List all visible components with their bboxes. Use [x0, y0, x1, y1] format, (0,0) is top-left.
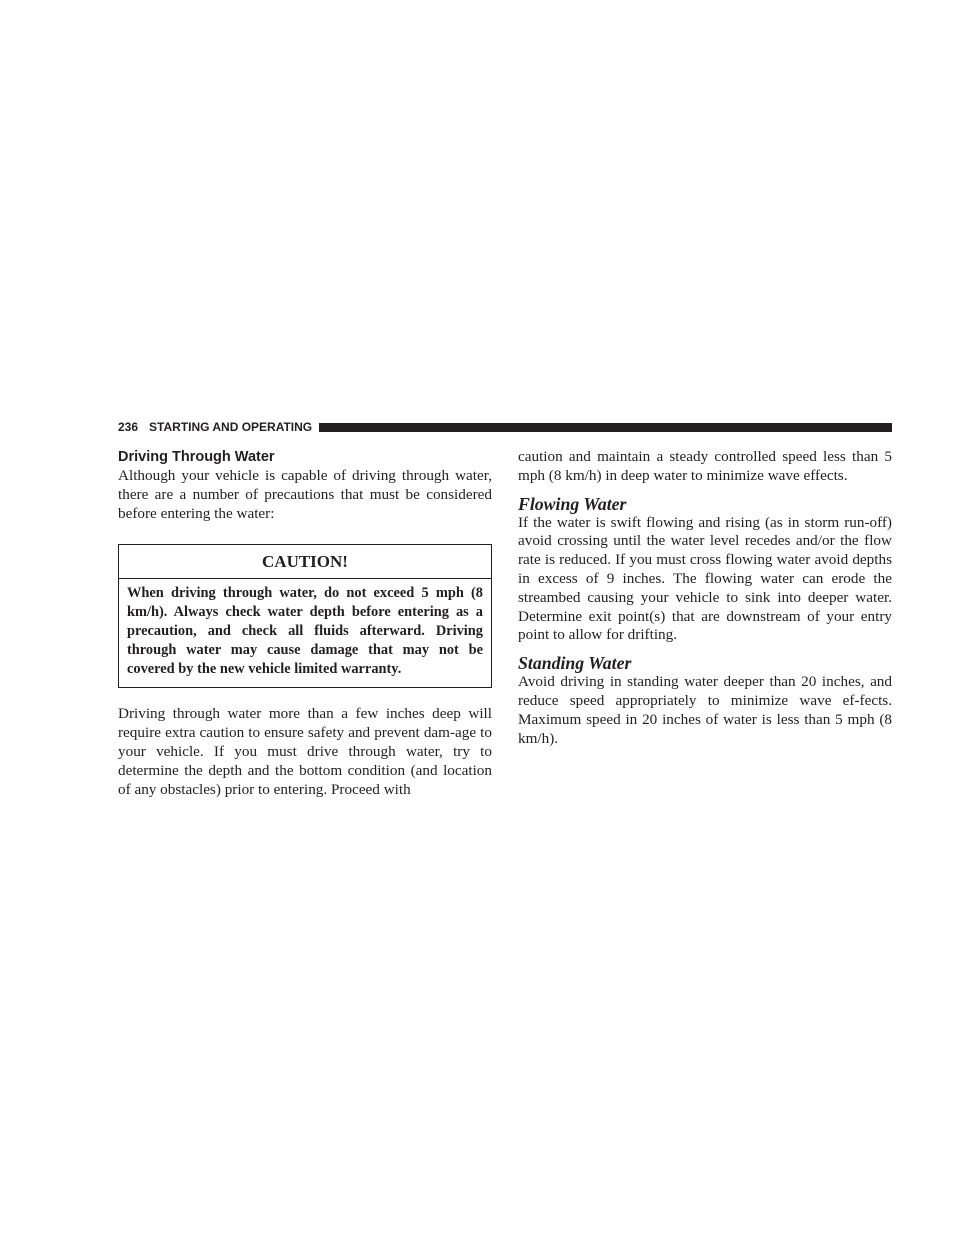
standing-water-paragraph: Avoid driving in standing water deeper than 20 inches, and reduce speed appropriately to minimize wave ef-fects. Maximum speed in 20 inches of water is less than 5 mph (8 km/h). — [518, 673, 892, 747]
body-paragraph: Driving through water more than a few inches deep will require extra caution to ensure safety and prevent dam-age to your vehicle. If you must drive through water, try to determine the depth and the bottom condition (and location of any obstacles) prior to entering. Proceed with — [118, 705, 492, 798]
continuation-paragraph: caution and maintain a steady controlled speed less than 5 mph (8 km/h) in deep water to minimize wave effects. — [518, 448, 892, 484]
flowing-water-paragraph: If the water is swift flowing and rising (as in storm run-off) avoid crossing until the water level recedes and/or the flow rate is reduced. If you must cross flowing water avoid depths in excess of 9 inches. The flowing water can erode the streambed causing your vehicle to sink into deeper water. Determine exit point(s) that are downstream of your entry point to allow for drifting. — [518, 513, 892, 644]
caution-box — [118, 544, 492, 688]
right-column — [518, 448, 892, 748]
header-rule — [319, 423, 892, 432]
page-header — [118, 419, 892, 435]
section-title: STARTING AND OPERATING — [149, 420, 313, 434]
caution-text: When driving through water, do not exceed 5 mph (8 km/h). Always check water depth before entering as a precaution, and check all fluids afterward. Driving through water may cause damage that may not be covered by the new vehicle limited warranty. — [127, 585, 483, 677]
intro-paragraph: Although your vehicle is capable of driving through water, there are a number of precautions that must be considered before entering the water: — [118, 467, 492, 522]
standing-water-heading: Standing Water — [518, 653, 632, 674]
section-heading: Driving Through Water — [118, 449, 275, 465]
flowing-water-heading: Flowing Water — [518, 493, 627, 514]
left-column — [118, 448, 492, 799]
caution-title: CAUTION! — [119, 545, 491, 579]
page-number: 236 — [118, 420, 139, 434]
